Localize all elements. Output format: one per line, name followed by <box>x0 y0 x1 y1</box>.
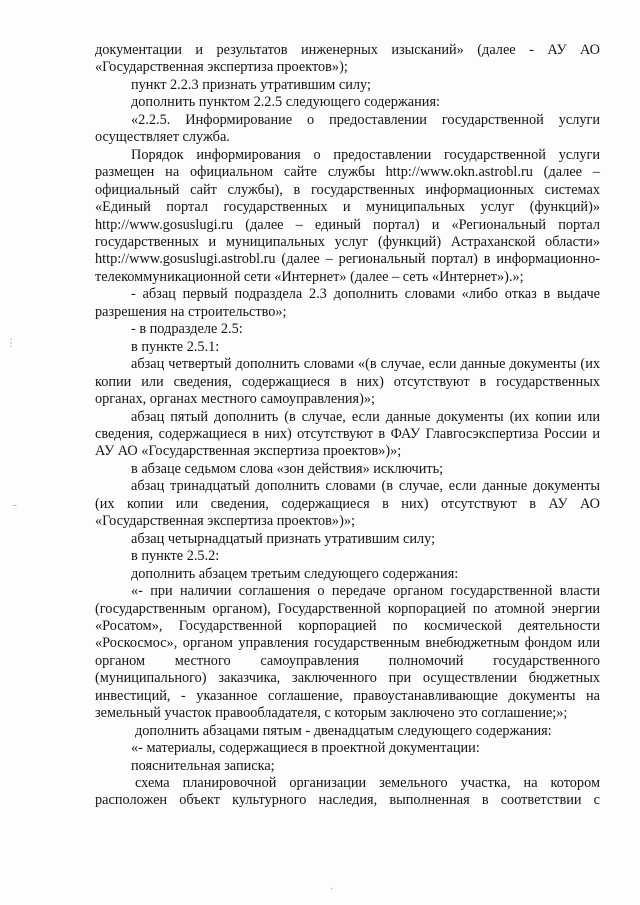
paragraph: Порядок информирования о предоставлении государственной услуги размещен на официальном сайте службы http://www.okn.astrobl.ru (далее – официальный сайт службы), в государственных информационных системах «Единый портал государственных и муниципальных услуг (функций)» http://www.gosuslugi.ru (далее – единый портал) и «Региональный портал государственных и муниципальных услуг (функций) Астраханской области» http://www.gosuslugi.astrobl.ru (далее – региональный портал) в информационно-телекоммуникационной сети «Интернет» (далее – сеть «Интернет»).»; <box>95 146 600 285</box>
paragraph: дополнить абзацами пятым - двенадцатым следующего содержания: <box>135 722 552 739</box>
paragraph: дополнить пунктом 2.2.5 следующего содержания: <box>131 94 440 111</box>
paragraph: пункт 2.2.3 признать утратившим силу; <box>131 76 371 93</box>
paragraph: - абзац первый подраздела 2.3 дополнить словами «либо отказ в выдаче разрешения на строительство»; <box>95 286 600 320</box>
paragraph: - в подразделе 2.5: <box>131 321 243 338</box>
paragraph: документации и результатов инженерных изысканий» (далее - АУ АО «Государственная экспертиза проектов»); <box>95 42 600 76</box>
paragraph: в абзаце седьмом слова «зон действия» исключить; <box>131 460 444 477</box>
paragraph: абзац пятый дополнить (в случае, если данные документы (их копии или сведения, содержащиеся в них) отсутствуют в ФАУ Главгосэкспертиза России и АУ АО «Государственная экспертиза проектов»)»; <box>95 408 600 460</box>
paragraph: в пункте 2.5.2: <box>131 548 220 565</box>
paragraph: в пункте 2.5.1: <box>131 338 220 355</box>
scan-artifact: · <box>330 884 334 895</box>
paragraph: дополнить абзацем третьим следующего содержания: <box>131 565 459 582</box>
scan-artifact: – <box>12 500 17 511</box>
paragraph: абзац четвертый дополнить словами «(в случае, если данные документы (их копии или сведения, содержащиеся в них) отсутствуют в государственных органах, органах местного самоуправления)»; <box>95 356 600 408</box>
document-page <box>95 42 600 810</box>
paragraph: «- материалы, содержащиеся в проектной документации: <box>131 740 480 757</box>
paragraph: абзац четырнадцатый признать утратившим силу; <box>131 530 436 547</box>
paragraph: абзац тринадцатый дополнить словами (в случае, если данные документы (их копии или сведения, содержащиеся в них) отсутствуют в АУ АО «Государственная экспертиза проектов»)»; <box>95 478 600 530</box>
scan-artifact: ⋮ <box>6 338 16 349</box>
paragraph: «2.2.5. Информирование о предоставлении государственной услуги осуществляет служба. <box>95 111 600 146</box>
paragraph: схема планировочной организации земельного участка, на котором расположен объект культурного наследия, выполненная в соответствии с <box>95 775 600 809</box>
paragraph: пояснительная записка; <box>131 757 275 774</box>
paragraph: «- при наличии соглашения о передаче органом государственной власти (государственным органом), Государственной корпорацией по атомной энергии «Росатом», Государственной корпорацией по космической деятельности «Роскосмос», органом управления государственным внебюджетным фондом или органом местного самоуправления полномочий государственного (муниципального) заказчика, заключенного при осуществлении бюджетных инвестиций, - указанное соглашение, правоустанавливающие документы на земельный участок правообладателя, с которым заключено это соглашение;»; <box>95 583 600 722</box>
